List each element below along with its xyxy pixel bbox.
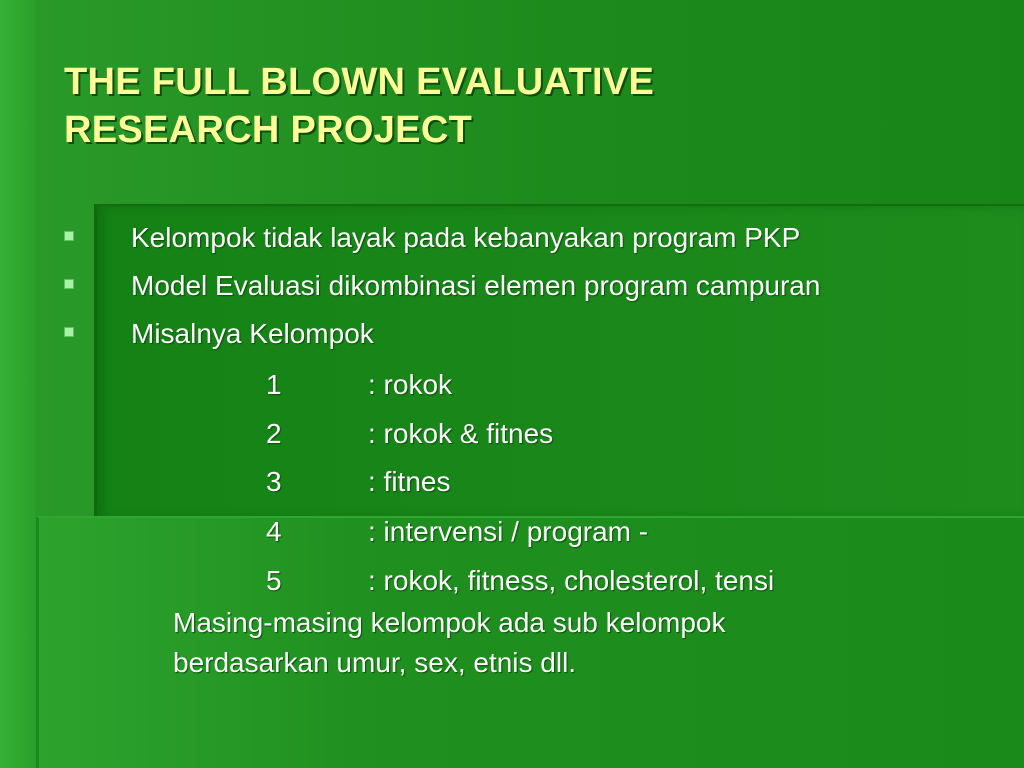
group-number: 1 bbox=[266, 369, 282, 400]
slide-title bbox=[64, 58, 654, 154]
note-line-1: Masing-masing kelompok ada sub kelompok bbox=[173, 607, 726, 638]
group-description: : rokok & fitnes bbox=[368, 418, 554, 449]
square-bullet-icon bbox=[64, 327, 74, 337]
group-description: : rokok bbox=[368, 369, 453, 400]
group-number: 3 bbox=[266, 466, 282, 497]
group-description: : rokok, fitness, cholesterol, tensi bbox=[368, 565, 775, 596]
group-description: : intervensi / program - bbox=[368, 516, 649, 547]
group-number: 4 bbox=[266, 516, 282, 547]
background-left-strip bbox=[0, 0, 36, 768]
slide-title-line-1: THE FULL BLOWN EVALUATIVE bbox=[64, 61, 655, 103]
bullet-text: Model Evaluasi dikombinasi elemen program campuran bbox=[131, 270, 821, 301]
bullet-text: Kelompok tidak layak pada kebanyakan program PKP bbox=[131, 222, 801, 253]
group-description: : fitnes bbox=[368, 466, 451, 497]
slide-title-line-2: RESEARCH PROJECT bbox=[64, 109, 473, 151]
square-bullet-icon bbox=[64, 231, 74, 241]
bullet-text: Misalnya Kelompok bbox=[131, 318, 374, 349]
square-bullet-icon bbox=[64, 279, 74, 289]
group-number: 2 bbox=[266, 418, 282, 449]
group-number: 5 bbox=[266, 565, 282, 596]
slide-note bbox=[173, 603, 726, 683]
note-line-2: berdasarkan umur, sex, etnis dll. bbox=[173, 647, 577, 678]
